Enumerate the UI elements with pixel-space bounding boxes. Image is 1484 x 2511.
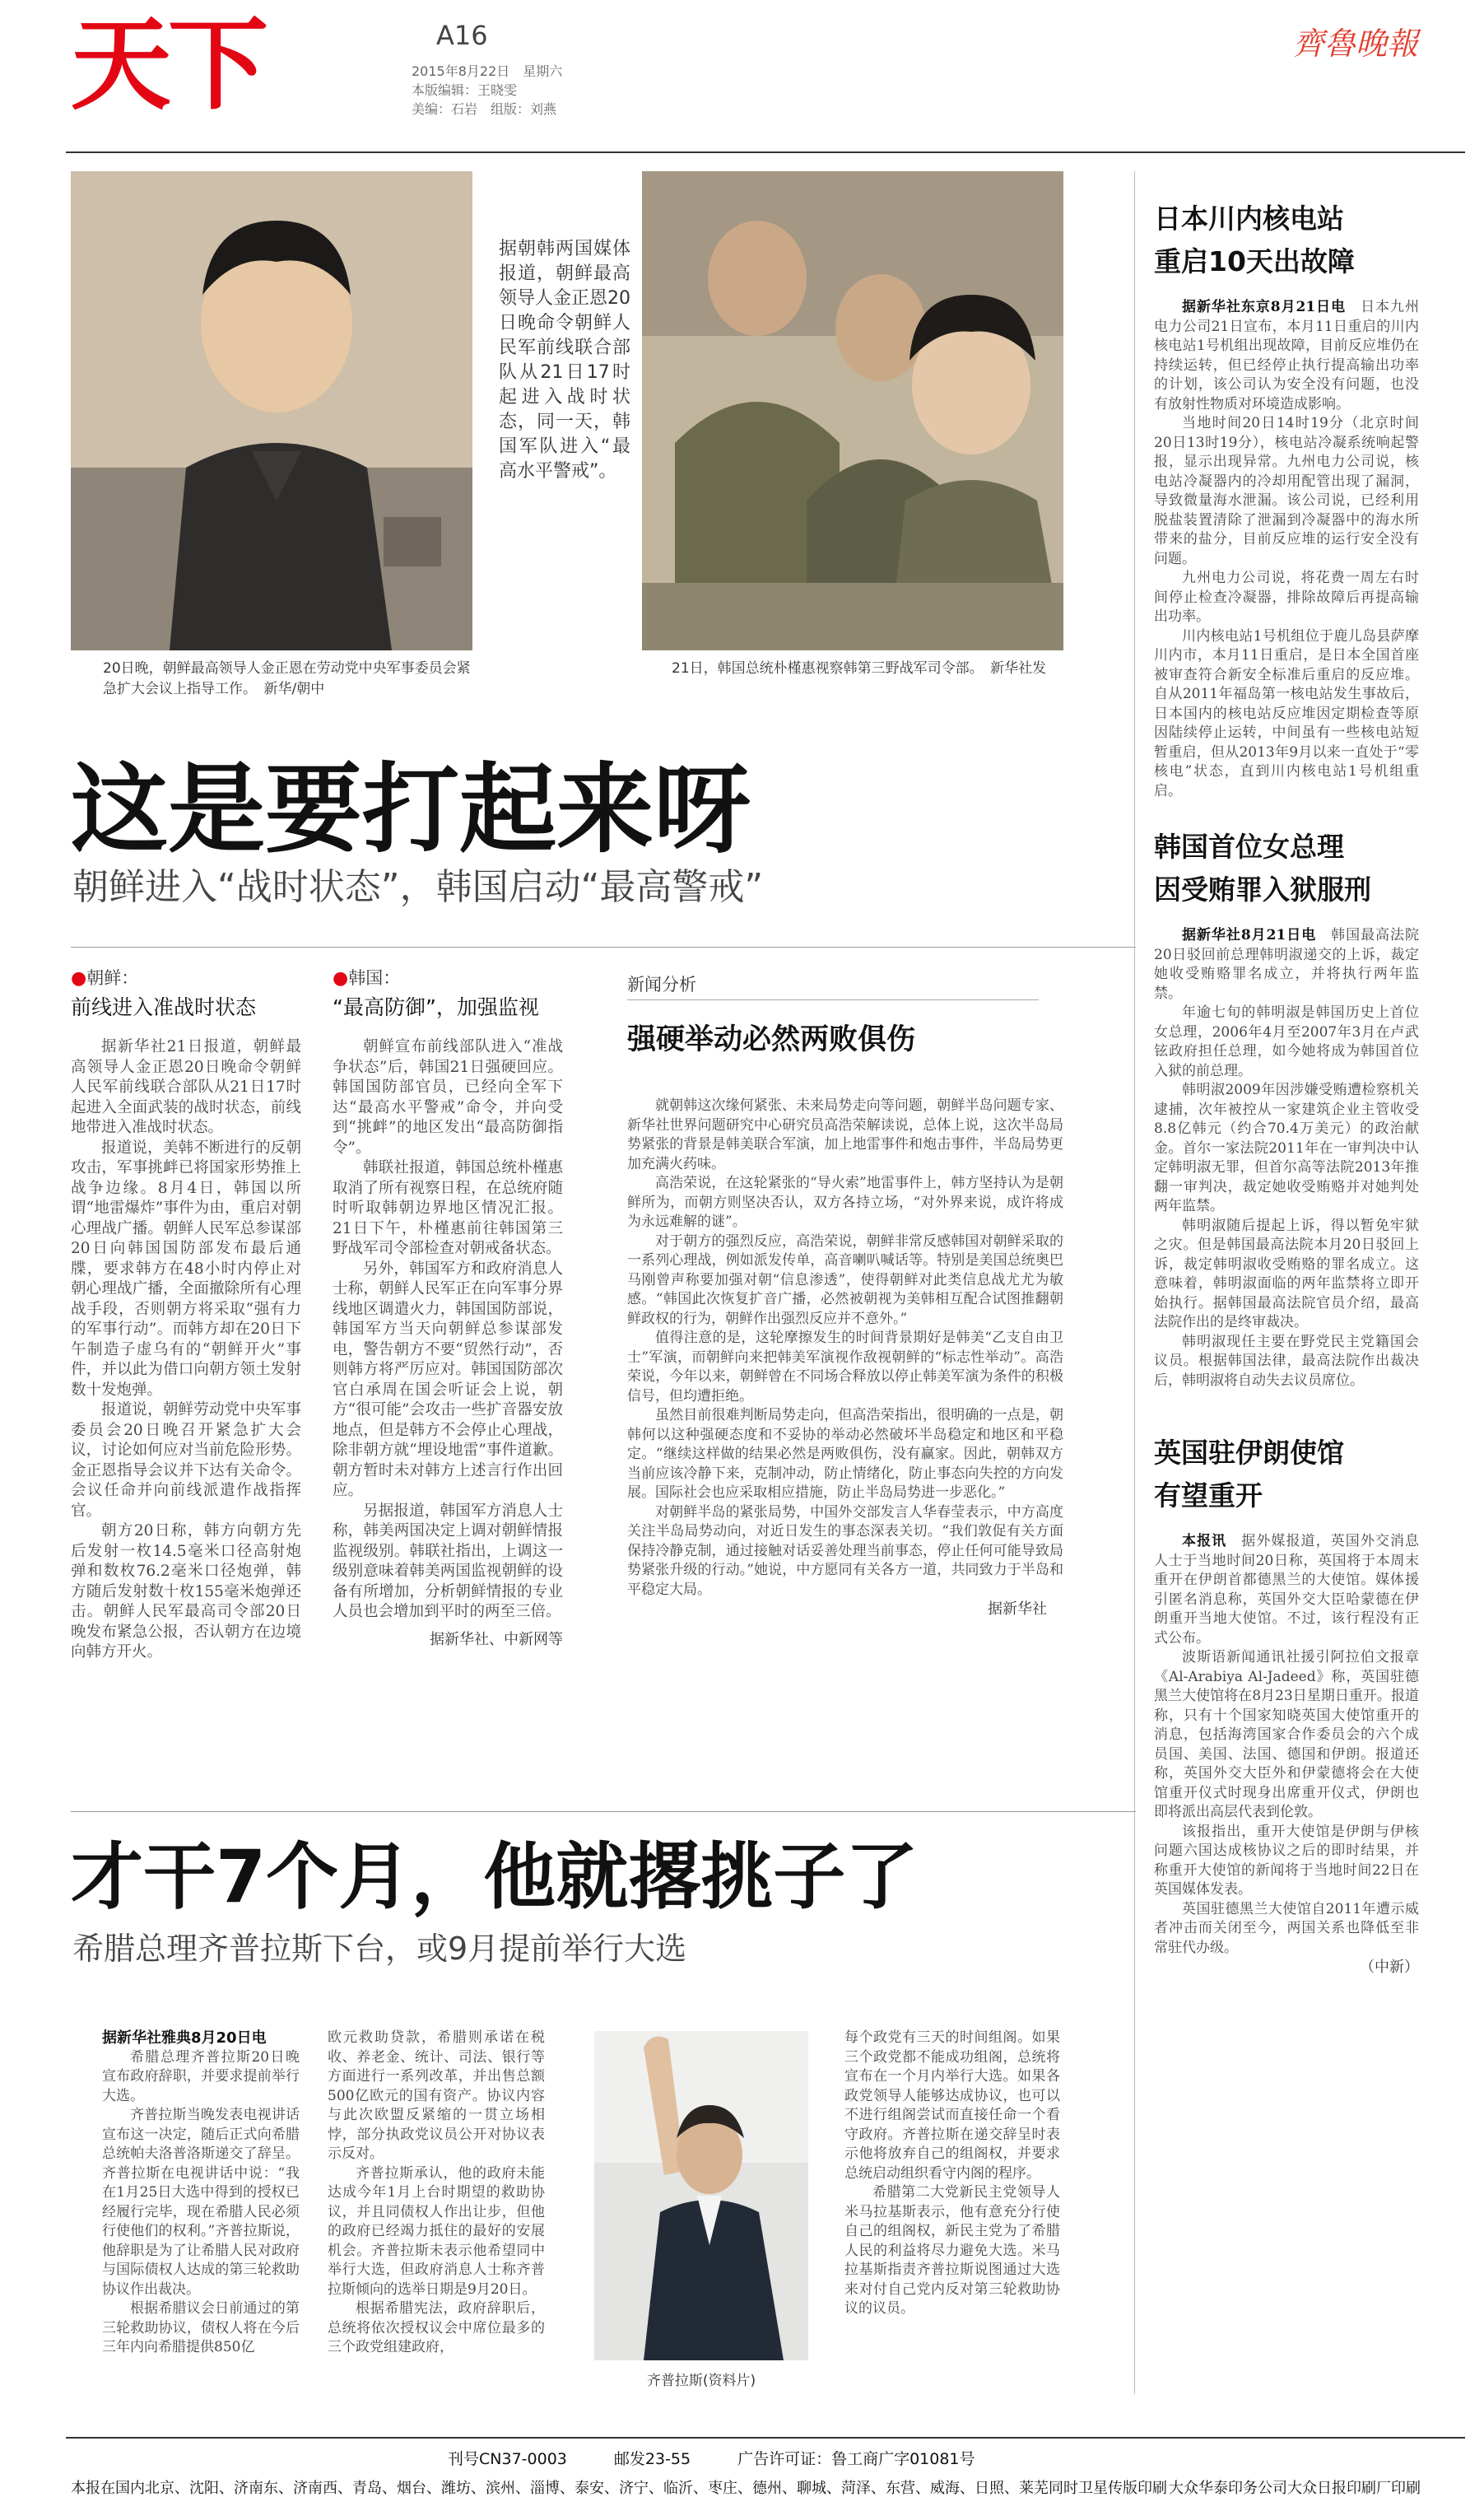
nk-column (71, 965, 301, 1663)
sidebar-story1-paragraph: 当地时间20日14时19分（北京时间20日13时19分），核电站冷凝系统响起警报，显示出现异常。九州电力公司说，核电站冷凝器内的冷却用配管出现了漏洞，导致微量海水泄漏。该公司说，已经利用脱盐装置清除了泄漏到冷凝器中的海水所带来的盐分，目前反应堆的运行安全没有问题。 (1154, 415, 1419, 567)
sidebar-story1-paragraph: 九州电力公司说，将花费一周左右时间停止检查冷凝器，排除故障后再提高输出功率。 (1154, 570, 1419, 625)
footer-print: 本报在国内北京、沈阳、济南东、济南西、青岛、烟台、潍坊、滨州、淄博、泰安、济宁、临沂、枣庄、德州、聊城、菏泽、东营、威海、日照、莱芜同时卫星传版印刷 (71, 2480, 1167, 2497)
tsipras-photo (594, 2031, 808, 2360)
analysis-paragraph: 值得注意的是，这轮摩擦发生的时间背景期好是韩美“乙支自由卫士”军演，而朝鲜向来把韩美军演视作敌视朝鲜的“标志性举动”。高浩荣说，今年以来，朝鲜曾在不同场合释放以停止韩美军演为条件的积极信号，但均遭拒绝。 (627, 1330, 1063, 1405)
sk-column (333, 965, 563, 1649)
greece-paragraph: 希腊第二大党新民主党领导人米马拉基斯表示，他有意充分行使自己的组阁权，新民主党为了希腊人民的利益将尽力避免大选。米马拉基斯指责齐普拉斯说图通过大选来对付自己党内反对第三轮救助协议的议员。 (844, 2184, 1060, 2317)
greece-paragraph: 欧元救助贷款，希腊则承诺在税收、养老金、统计、司法、银行等方面进行一系列改革，并出售总额500亿欧元的国有资产。协议内容与此次欧盟反紧缩的一贯立场相悖，部分执政党议员公开对协议表示反对。 (328, 2029, 545, 2162)
editor-line: 本版编辑：王晓雯 (412, 82, 518, 98)
greece-col1 (102, 2029, 300, 2358)
sk-paragraph: 另外，韩国军方和政府消息人士称，朝鲜人民军正在向军事分界线地区调遣火力，韩国国防部说，韩国军方当天向朝鲜总参谋部发电，警告朝方不要“贸然行动”，否则韩方将严厉应对。韩国国防部次官白承周在国会听证会上说，朝方“很可能”会攻击一些扩音器安放地点，但是韩方不会停止心理战，除非朝方就“埋设地雷”事件道歉。朝方暂时未对韩方上述言行作出回应。 (333, 1260, 563, 1499)
greece-paragraph: 齐普拉斯当晚发表电视讲话宣布这一决定，随后正式向希腊总统帕夫洛普洛斯递交了辞呈。齐普拉斯在电视讲话中说：“我在1月25日大选中得到的授权已经履行完毕，现在希腊人民必须行使他们的权利。”齐普拉斯说，他辞职是为了让希腊人民对政府与国际债权人达成的第三轮救助协议作出裁决。 (102, 2107, 300, 2298)
sidebar-story3-text: 据外媒报道，英国外交消息人士于当地时间20日称，英国将于本周末重开在伊朗首都德黑兰的大使馆。媒体援引匿名消息称，英国外交大臣哈蒙德在伊朗重开当地大使馆。不过，该行程没有正式公布。 (1154, 1533, 1420, 1647)
greece-col3 (844, 2029, 1060, 2319)
nk-bullet-icon: ● (71, 968, 87, 989)
nk-subhead: 前线进入准战时状态 (71, 995, 257, 1019)
sidebar-story1-dateline: 据新华社东京8月21日电 (1182, 299, 1347, 315)
footer-divider (66, 2437, 1465, 2439)
kim-overlay-text: 据朝韩两国媒体报道，朝鲜最高领导人金正恩20日晚命令朝鲜人民军前线联合部队从21日17时起进入战时状态，同一天，韩国军队进入“最高水平警戒”。 (499, 239, 630, 482)
analysis-label-bar (627, 971, 1039, 1000)
sidebar-story3-head1: 英国驻伊朗使馆 (1154, 1437, 1344, 1469)
kim-photo (71, 171, 472, 650)
sk-credit: 据新华社、中新网等 (430, 1630, 563, 1648)
sidebar-story2-paragraph: 韩明淑现任主要在野党民主党籍国会议员。根据韩国法律，最高法院作出裁决后，韩明淑将自动失去议员席位。 (1154, 1333, 1419, 1389)
greece-paragraph: 根据希腊议会日前通过的第三轮救助协议，债权人将在今后三年内向希腊提供850亿 (102, 2300, 300, 2355)
sk-paragraph: 另据报道，韩国军方消息人士称，韩美两国决定上调对朝鲜情报监视级别。韩联社指出，上调这一级别意味着韩美两国监视朝鲜的设备有所增加，分析朝鲜情报的专业人员也会增加到平时的两至三倍。 (333, 1502, 563, 1620)
tsipras-photo-illustration (594, 2031, 808, 2360)
greece-headline: 才干7个月，他就撂挑子了 (71, 1834, 919, 1919)
section-title: 天下 (71, 7, 265, 123)
date-line: 2015年8月22日 星期六 (412, 63, 563, 79)
sidebar-story1-paragraph: 川内核电站1号机组位于鹿儿岛县萨摩川内市，本月11日重启，是日本全国首座被审查符合新安全标准后重启的反应堆。自从2011年福岛第一核电站发生事故后，日本国内的核电站反应堆因定期检查等原因陆续停止运转，中间虽有一些核电站短暂重启，但从2013年9月以来一直处于“零核电”状态，直到川内核电站1号机组重启。 (1154, 627, 1419, 799)
kim-photo-illustration (71, 171, 472, 650)
footer-license: 刊号CN37-0003 邮发23-55 广告许可证：鲁工商广字01081号 (448, 2450, 975, 2468)
nk-paragraph: 报道说，朝鲜劳动党中央军事委员会20日晚召开紧急扩大会议，讨论如何应对当前危险形势。金正恩指导会议并下达有关命令。会议任命并向前线派遣作战指挥官。 (71, 1401, 301, 1520)
sk-subhead: “最高防御”，加强监视 (333, 995, 539, 1019)
sidebar-story3-paragraph: 英国驻德黑兰大使馆自2011年遭示威者冲击而关闭至今，两国关系也降低至非常驻代办级。 (1154, 1900, 1419, 1956)
footer-printer: 大众华泰印务公司大众日报印刷厂印刷 (1169, 2480, 1421, 2497)
sidebar-story2-paragraph: 年逾七旬的韩明淑是韩国历史上首位女总理，2006年4月至2007年3月在卢武铉政府担任总理，如今她将成为韩国首位入狱的前总理。 (1154, 1004, 1419, 1079)
paper-name: 齊魯晚報 (1292, 26, 1418, 62)
nk-tag: 朝鲜： (86, 968, 139, 988)
page-number: A16 (436, 20, 488, 51)
sidebar-story3-paragraph: 波斯语新闻通讯社援引阿拉伯文报章《Al-Arabiya Al-Jadeed》称，英国驻德黑兰大使馆将在8月23日星期日重开。报道称，只有十个国家知晓英国大使馆重开的消息，包括海湾国家合作委员会的六个成员国、美国、法国、德国和伊朗。报道还称，英国外交大臣外和伊蒙德将会在大使馆重开仪式时现身出席重开仪式，伊朗也即将派出高层代表到伦敦。 (1154, 1649, 1419, 1820)
design-line: 美编：石岩 组版：刘燕 (412, 101, 557, 117)
analysis-headline: 强硬举动必然两败俱伤 (627, 1023, 916, 1056)
analysis-paragraph: 高浩荣说，在这轮紧张的“导火索”地雷事件上，韩方坚持认为是朝鲜所为，而朝方则坚决否认，双方各持立场，“对外界来说，成许将成为永远难解的谜”。 (627, 1175, 1063, 1230)
sidebar-story2-text: 韩国最高法院20日驳回前总理韩明淑递交的上诉，裁定她收受贿赂罪名成立，并将执行两年监禁。 (1154, 927, 1419, 1002)
analysis-credit: 据新华社 (988, 1600, 1047, 1618)
sidebar-story2-head1: 韩国首位女总理 (1154, 831, 1344, 863)
sidebar-story1-text: 日本九州电力公司21日宣布，本月11日重启的川内核电站1号机组出现故障，目前反应堆仍在持续运转，但已经停止执行提高输出功率的计划，该公司认为安全没有问题，也没有放射性物质对环境造成影响。 (1154, 299, 1419, 412)
greece-paragraph: 根据希腊宪法，政府辞职后，总统将依次授权议会中席位最多的三个政党组建政府， (328, 2300, 545, 2355)
analysis-paragraph: 虽然目前很难判断局势走向，但高浩荣指出，很明确的一点是，朝韩何以这种强硬态度和不妥协的举动必然破坏半岛稳定和地区和平稳定。“继续这样做的结果必然是两败俱伤，没有赢家。因此，朝韩双方当前应该冷静下来，克制冲动，防止情绪化，防止事态向失控的方向发展。国际社会也应采取相应措施，防止半岛局势进一步恶化。” (627, 1407, 1063, 1501)
analysis-paragraph: 对于朝方的强烈反应，高浩荣说，朝鲜非常反感韩国对朝鲜采取的一系列心理战，例如派发传单，高音喇叭喊话等。特别是美国总统奥巴马刚曾声称要加强对朝“信息渗透”，使得朝鲜对此类信息战尤尤为敏感。“韩国此次恢复扩音广播，必然被朝视为美韩相互配合试图推翻朝鲜政权的行为，朝鲜作出强烈反应并不意外。” (627, 1232, 1063, 1327)
masthead-divider (66, 151, 1465, 153)
greece-subheadline: 希腊总理齐普拉斯下台，或9月提前举行大选 (72, 1931, 687, 1967)
sidebar-divider (1134, 171, 1135, 2394)
sidebar-story2-paragraph: 韩明淑2009年因涉嫌受贿遭检察机关逮捕，次年被控从一家建筑企业主管收受8.8亿韩元（约合70.4万美元）的政治献金。首尔一家法院2011年在一审判决中认定韩明淑无罪，但首尔高等法院2013年推翻一审判决，裁定她收受贿赂并对她判处两年监禁。 (1154, 1082, 1419, 1214)
analysis-label: 新闻分析 (627, 975, 696, 995)
park-caption: 21日，韩国总统朴槿惠视察韩第三野战军司令部。 新华社发 (672, 660, 1047, 677)
greece-paragraph: 齐普拉斯承认，他的政府未能达成今年1月上台时期望的救助协议，并且同债权人作出让步，但他的政府已经竭力抵住的最好的安展机会。齐普拉斯未表示他希望同中举行大选，但政府消息人士称齐普拉斯倾向的选举日期是9月20日。 (328, 2164, 545, 2298)
park-photo (642, 171, 1063, 650)
park-photo-illustration (642, 171, 1063, 650)
main-subheadline: 朝鲜进入“战时状态”，韩国启动“最高警戒” (72, 866, 764, 908)
sk-paragraph: 朝鲜宣布前线部队进入“准战争状态”后，韩国21日强硬回应。韩国国防部官员，已经向全军下达“最高水平警戒”命令，并向受到“挑衅”的地区发出“最高防御指令”。 (333, 1038, 563, 1157)
tsipras-caption: 齐普拉斯(资料片) (646, 2373, 756, 2389)
issue-meta (412, 62, 562, 119)
analysis-paragraph: 就朝韩这次缘何紧张、未来局势走向等问题，朝鲜半岛问题专家、新华社世界问题研究中心研究员高浩荣解读说，总体上说，这次半岛局势紧张的背景是韩美联合军演，加上地雷事件和炮击事件，半岛局势更加充满火药味。 (627, 1097, 1063, 1172)
sidebar-story3-paragraph: 该报指出，重开大使馆是伊朗与伊核问题六国达成核协议之后的即时结果，并称重开大使馆的新闻将于当地时间22日在英国媒体发表。 (1154, 1823, 1419, 1898)
sidebar-story2-paragraph: 韩明淑随后提起上诉，得以暂免牢狱之灾。但是韩国最高法院本月20日驳回上诉，裁定韩明淑收受贿赂的罪名成立。这意味着，韩明淑面临的两年监禁将立即开始执行。据韩国最高法院官员介绍，最高法院作出的是终审裁决。 (1154, 1217, 1419, 1330)
sidebar-story3-head2: 有望重开 (1154, 1479, 1263, 1512)
greece-divider (71, 1811, 1136, 1812)
sk-paragraph: 韩联社报道，韩国总统朴槿惠取消了所有视察日程，在总统府随时听取韩朝边界地区情况汇报。21日下午，朴槿惠前往韩国第三野战军司令部检查对朝戒备状态。 (333, 1159, 563, 1257)
sidebar-story2-dateline: 据新华社8月21日电 (1182, 927, 1317, 943)
nk-paragraph: 报道说，美韩不断进行的反朝攻击，军事挑衅已将国家形势推上战争边缘。8月4日，韩国以所谓“地雷爆炸”事件为由，重启对朝心理战广播。朝鲜人民军总参谋部20日向韩国国防部发布最后通牒，要求韩方在48小时内停止对朝心理战广播，全面撤除所有心理战手段，否则朝方将采取“强有力的军事行动”。而韩方却在20日下午制造子虚乌有的“朝鲜开火”事件，并以此为借口向朝方领土发射数十发炮弹。 (71, 1139, 301, 1399)
greece-paragraph: 每个政党有三天的时间组阁。如果三个政党都不能成功组阁，总统将宣布在一个月内举行大选。如果各政党领导人能够达成协议，也可以不进行组阁尝试而直接任命一个看守政府。齐普拉斯在递交辞呈时表示他将放弃自己的组阁权，并要求总统启动组织看守内阁的程序。 (844, 2029, 1060, 2182)
greece-dateline: 据新华社雅典8月20日电 (102, 2029, 267, 2047)
analysis-paragraph: 对朝鲜半岛的紧张局势，中国外交部发言人华春莹表示，中方高度关注半岛局势动向，对近日发生的事态深表关切。“我们敦促有关方面保持冷静克制，通过接触对话妥善处理当前事态，停止任何可能导致局势紧张升级的行动。”她说，中方愿同有关各方一道，共同致力于半岛和平稳定大局。 (627, 1503, 1063, 1598)
sidebar-story1-head1: 日本川内核电站 (1154, 203, 1344, 235)
nk-paragraph: 朝方20日称，韩方向朝方先后发射一枚14.5毫米口径高射炮弹和数枚76.2毫米口径炮弹，韩方随后发射数十枚155毫米炮弹还击。朝鲜人民军最高司令部20日晚发布紧急公报，否认朝方在边境向韩方开火。 (71, 1522, 301, 1661)
sidebar-story1-head2: 重启10天出故障 (1154, 245, 1355, 277)
sidebar-story3-dateline: 本报讯 (1182, 1533, 1227, 1549)
analysis-body (627, 1097, 1063, 1619)
nk-paragraph: 据新华社21日报道，朝鲜最高领导人金正恩20日晚命令朝鲜人民军前线联合部队从21日17时起进入全面武装的战时状态，前线地带进入准战时状态。 (71, 1038, 301, 1136)
sidebar (1154, 198, 1419, 1978)
sidebar-story3-credit: （中新） (1360, 1959, 1419, 1976)
sidebar-story2-head2: 因受贿罪入狱服刑 (1154, 873, 1371, 906)
sk-tag: 韩国： (348, 968, 401, 988)
kim-caption: 20日晚，朝鲜最高领导人金正恩在劳动党中央军事委员会紧急扩大会议上指导工作。 新华/朝中 (103, 660, 471, 697)
greece-col2 (328, 2029, 545, 2358)
headline-divider (71, 947, 1136, 948)
sk-bullet-icon: ● (333, 968, 349, 989)
main-headline: 这是要打起来呀 (71, 752, 751, 866)
greece-paragraph: 希腊总理齐普拉斯20日晚宣布政府辞职，并要求提前举行大选。 (102, 2048, 300, 2104)
